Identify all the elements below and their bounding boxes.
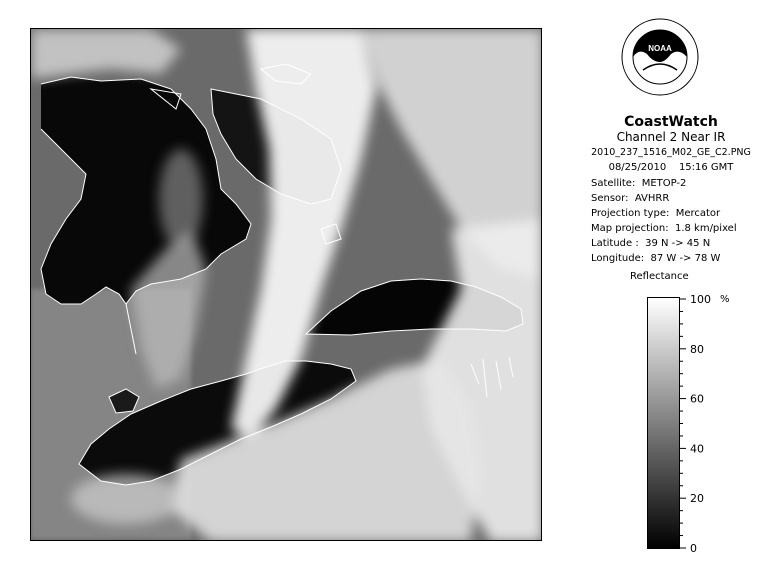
longitude-label: Longitude: (591, 253, 645, 264)
datetime-label (566, 162, 776, 173)
cloud-patch-southwest (71, 474, 181, 524)
noaa-logo (621, 18, 699, 96)
colorbar-tick-label: 20 (690, 492, 704, 506)
colorbar-ticks (680, 293, 711, 555)
satellite-line (591, 178, 686, 189)
colorbar-tick-label: 40 (690, 442, 704, 456)
product-title: CoastWatch (624, 114, 718, 130)
colorbar-tick-label: 80 (690, 342, 704, 356)
date-value: 08/25/2010 (608, 162, 667, 173)
time-value: 15:16 GMT (678, 162, 734, 173)
longitude-line (591, 253, 720, 264)
colorbar-title: Reflectance (630, 271, 689, 282)
colorbar-tick-label: 100 (690, 293, 711, 306)
sensor-value: AVHRR (634, 193, 670, 204)
filename-label: 2010_237_1516_M02_GE_C2.PNG (591, 147, 751, 158)
colorbar-scale (676, 290, 776, 555)
satellite-map (31, 29, 542, 541)
colorbar-tick-label: 0 (690, 542, 697, 555)
projection-type-value: Mercator (675, 208, 721, 219)
map-projection-label: Map projection: (591, 223, 669, 234)
sensor-label: Sensor: (591, 193, 629, 204)
longitude-value: 87 W -> 78 W (650, 253, 721, 264)
latitude-value: 39 N -> 45 N (645, 238, 711, 249)
map-projection-value: 1.8 km/pixel (674, 223, 737, 234)
cloud-patch-huron (159, 149, 203, 249)
latitude-line (591, 238, 710, 249)
satellite-value: METOP-2 (641, 178, 687, 189)
colorbar-unit: % (720, 294, 730, 305)
noaa-logo-emblem (621, 18, 699, 96)
projection-type-label: Projection type: (591, 208, 670, 219)
colorbar-tick-label: 60 (690, 392, 704, 406)
latitude-label: Latitude : (591, 238, 639, 249)
map-projection-line (591, 223, 737, 234)
satellite-image-panel (30, 28, 542, 541)
sensor-line (591, 193, 669, 204)
noaa-logo-text: NOAA (648, 44, 672, 53)
channel-label: Channel 2 Near IR (616, 130, 726, 144)
satellite-label: Satellite: (591, 178, 636, 189)
projection-type-line (591, 208, 720, 219)
